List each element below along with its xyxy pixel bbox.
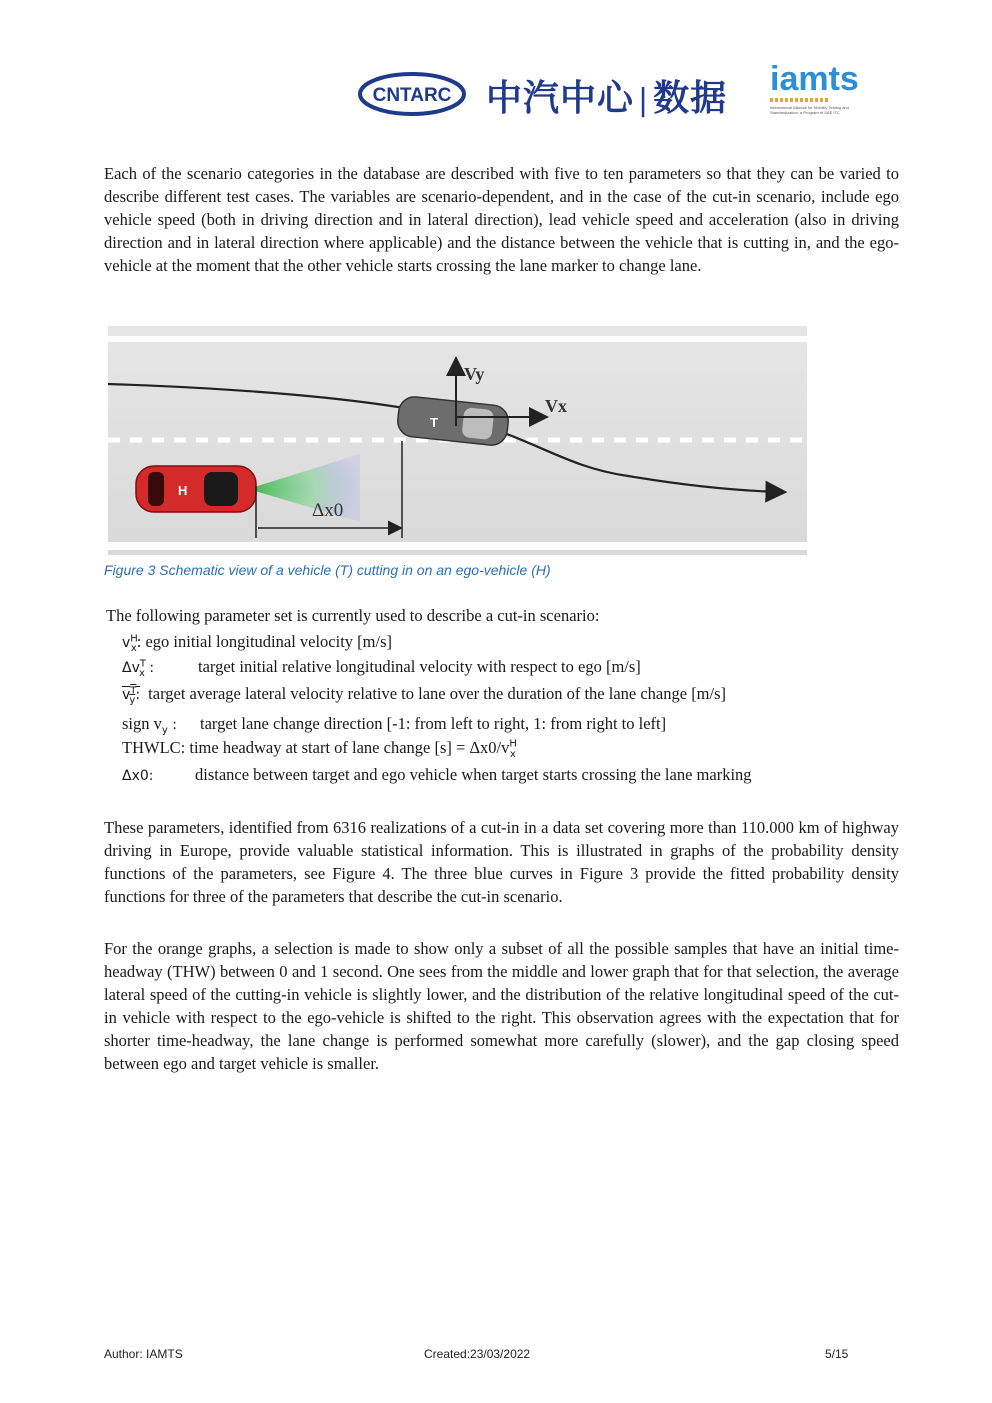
param-description-sup: H	[509, 738, 517, 750]
header-title	[486, 70, 727, 121]
iamts-logo-subtitle: International Alliance for Mobility Testing and Standardization, a Program of SAE ITC	[770, 105, 849, 115]
param-row	[122, 657, 641, 679]
target-label: T	[430, 415, 438, 430]
param-description: target lane change direction [-1: from left to right, 1: from right to left]	[200, 714, 667, 733]
param-description: target initial relative longitudinal velocity with respect to ego [m/s]	[198, 657, 641, 676]
figure-caption: Figure 3 Schematic view of a vehicle (T) cutting in on an ego-vehicle (H)	[104, 562, 551, 578]
param-symbol-base: Δv	[122, 660, 140, 676]
footer-page-number: 5/15	[825, 1347, 849, 1361]
iamts-logo	[770, 62, 880, 115]
param-intro: The following parameter set is currently used to describe a cut-in scenario:	[106, 606, 600, 625]
param-symbol: THWLC:	[122, 738, 186, 757]
vx-label: Vx	[545, 396, 567, 416]
param-symbol	[122, 633, 138, 654]
param-symbol-sub: x	[130, 642, 137, 654]
param-symbol-sup: H	[130, 633, 138, 645]
header	[358, 62, 878, 122]
param-symbol-sup: T	[139, 658, 146, 670]
header-title-part2: 数据	[653, 78, 728, 119]
param-symbol-sub: y	[161, 724, 168, 736]
param-description	[189, 738, 517, 761]
param-row	[122, 714, 667, 736]
header-title-separator: |	[638, 83, 650, 118]
param-symbol-base: sign v	[122, 714, 162, 733]
footer-author: Author: IAMTS	[104, 1347, 183, 1361]
param-symbol-sup: T	[130, 685, 137, 697]
param-row	[122, 632, 392, 654]
road-edge-bottom	[108, 542, 807, 550]
param-symbol: $v^T_y$:	[122, 685, 141, 706]
paragraph-2: These parameters, identified from 6316 realizations of a cut-in in a data set covering more than 110.000 km of highway driving in Europe, provide valuable statistical information. This is illustrated in graphs of the probability density functions of the parameters, see Figure 4. The three blue curves in Figure 3 provide the fitted probability density functions for three of the parameters that describe the cut-in scenario.	[104, 818, 899, 906]
iamts-logo-dots	[770, 98, 830, 102]
param-description-text: time headway at start of lane change [s] = Δx0/v	[189, 738, 510, 757]
paragraph-3: For the orange graphs, a selection is made to show only a subset of all the possible samples that have an initial time-headway (THW) between 0 and 1 second. One sees from the middle and lower graph that for that selection, the average lateral speed of the cutting-in vehicle is slightly lower, and the distribution of the relative longitudinal speed of the cut-in vehicle with respect to the ego-vehicle is shifted to the right. This observation agrees with the expectation that for shorter time-headway, the lane change is performed somewhat more carefully (slower), and the gap closing speed between ego and target vehicle is smaller.	[104, 939, 899, 1073]
param-symbol-sub: x	[138, 667, 145, 679]
paragraph-1: Each of the scenario categories in the database are described with five to ten parameters so that they can be varied to describe different test cases. The variables are scenario-dependent, and in the case of the cut-in scenario, include ego vehicle speed (both in driving direction and in lateral direction), lead vehicle speed and acceleration (also in driving direction and in lateral direction where applicable) and the distance between the vehicle that is cutting in, and the ego-vehicle at the moment that the other vehicle starts crossing the lane marker to change lane.	[104, 164, 899, 275]
param-description: : ego initial longitudinal velocity [m/s]	[136, 632, 393, 651]
param-row	[122, 684, 726, 706]
cntarc-logo-text: CNTARC	[372, 85, 452, 106]
header-title-part1: 中汽中心	[486, 78, 635, 119]
param-description: distance between target and ego vehicle when target starts crossing the lane marking	[195, 765, 752, 784]
param-description-sub: x	[509, 749, 516, 761]
param-symbol: Δx0:	[122, 768, 154, 784]
iamts-logo-word: iamts	[770, 60, 859, 98]
cut-in-figure	[108, 326, 807, 555]
vy-label: Vy	[464, 364, 485, 384]
param-row	[122, 738, 516, 760]
param-row	[122, 765, 752, 785]
ego-label: H	[178, 483, 188, 498]
cntarc-logo	[358, 72, 466, 116]
param-symbol: sign $v_y$ :	[122, 714, 177, 736]
dx0-label: Δx0	[312, 500, 344, 521]
road-edge-top	[108, 336, 807, 342]
param-symbol-base: v	[122, 635, 131, 651]
ego-vehicle	[136, 466, 256, 512]
param-symbol-base: v	[122, 687, 131, 703]
param-symbol: $\Delta v^T_x$ :	[122, 658, 155, 679]
param-symbol-sub: y	[129, 694, 136, 706]
param-description: target average lateral velocity relative to lane over the duration of the lane change [m/s]	[148, 684, 727, 703]
footer-created: Created:23/03/2022	[424, 1347, 531, 1361]
